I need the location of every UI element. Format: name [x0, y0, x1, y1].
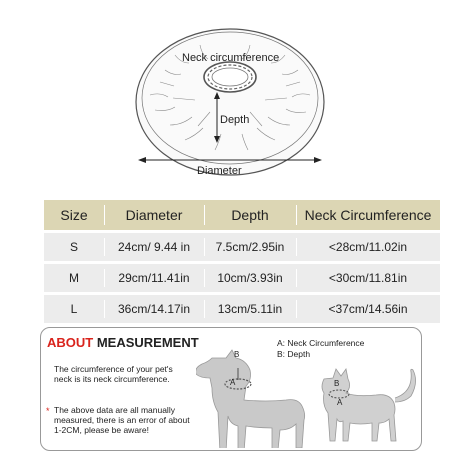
header-neck-circumference: Neck Circumference: [304, 207, 432, 223]
error-note-line: 1-2CM, please be aware!: [54, 425, 149, 435]
error-note-line: The above data are all manually: [54, 405, 175, 415]
table-header-row: [44, 200, 440, 230]
header-size: Size: [60, 207, 88, 223]
cell-size: M: [69, 271, 79, 285]
cell-diameter: 24cm/ 9.44 in: [117, 240, 191, 254]
collar-diagram: [0, 0, 460, 185]
measurement-title: [47, 335, 199, 350]
cell-neck: <28cm/11.02in: [328, 240, 408, 254]
cell-neck: <30cm/11.81in: [328, 271, 408, 285]
table-row: [44, 295, 440, 323]
depth-label: Depth: [220, 114, 250, 126]
neck-note: [54, 364, 173, 384]
cat-label-b: B: [334, 379, 340, 388]
cell-size: L: [70, 302, 78, 316]
cat-label-a: A: [337, 398, 343, 407]
cell-depth: 7.5cm/2.95in: [215, 240, 285, 254]
dog-label-a: A: [230, 378, 236, 387]
cat-illustration: [319, 364, 419, 446]
title-measurement: MEASUREMENT: [93, 335, 199, 350]
cell-diameter: 36cm/14.17in: [117, 302, 191, 316]
neck-circumference-label: Neck circumference: [182, 52, 280, 64]
collar-illustration: [0, 0, 460, 185]
about-measurement-box: [40, 327, 422, 451]
dog-label-b: B: [234, 350, 240, 359]
size-table: [44, 200, 440, 323]
header-diameter: Diameter: [125, 207, 183, 223]
table-row: [44, 233, 440, 261]
legend-b: B: Depth: [277, 349, 311, 359]
diameter-label: Diameter: [197, 165, 242, 177]
dog-illustration: [196, 344, 306, 448]
asterisk-icon: *: [46, 406, 50, 416]
cell-size: S: [69, 240, 78, 254]
neck-note-line: The circumference of your pet's: [54, 364, 173, 374]
header-depth: Depth: [231, 207, 269, 223]
error-note-line: measured, there is an error of about: [54, 415, 190, 425]
cell-neck: <37cm/14.56in: [328, 302, 408, 316]
legend-a: A: Neck Circumference: [277, 338, 365, 348]
cell-diameter: 29cm/11.41in: [118, 271, 190, 285]
neck-note-line: neck is its neck circumference.: [54, 374, 170, 384]
cell-depth: 10cm/3.93in: [217, 271, 283, 285]
cell-depth: 13cm/5.11in: [217, 302, 283, 316]
title-about: ABOUT: [47, 335, 94, 350]
error-note: [54, 405, 190, 435]
table-row: [44, 264, 440, 292]
